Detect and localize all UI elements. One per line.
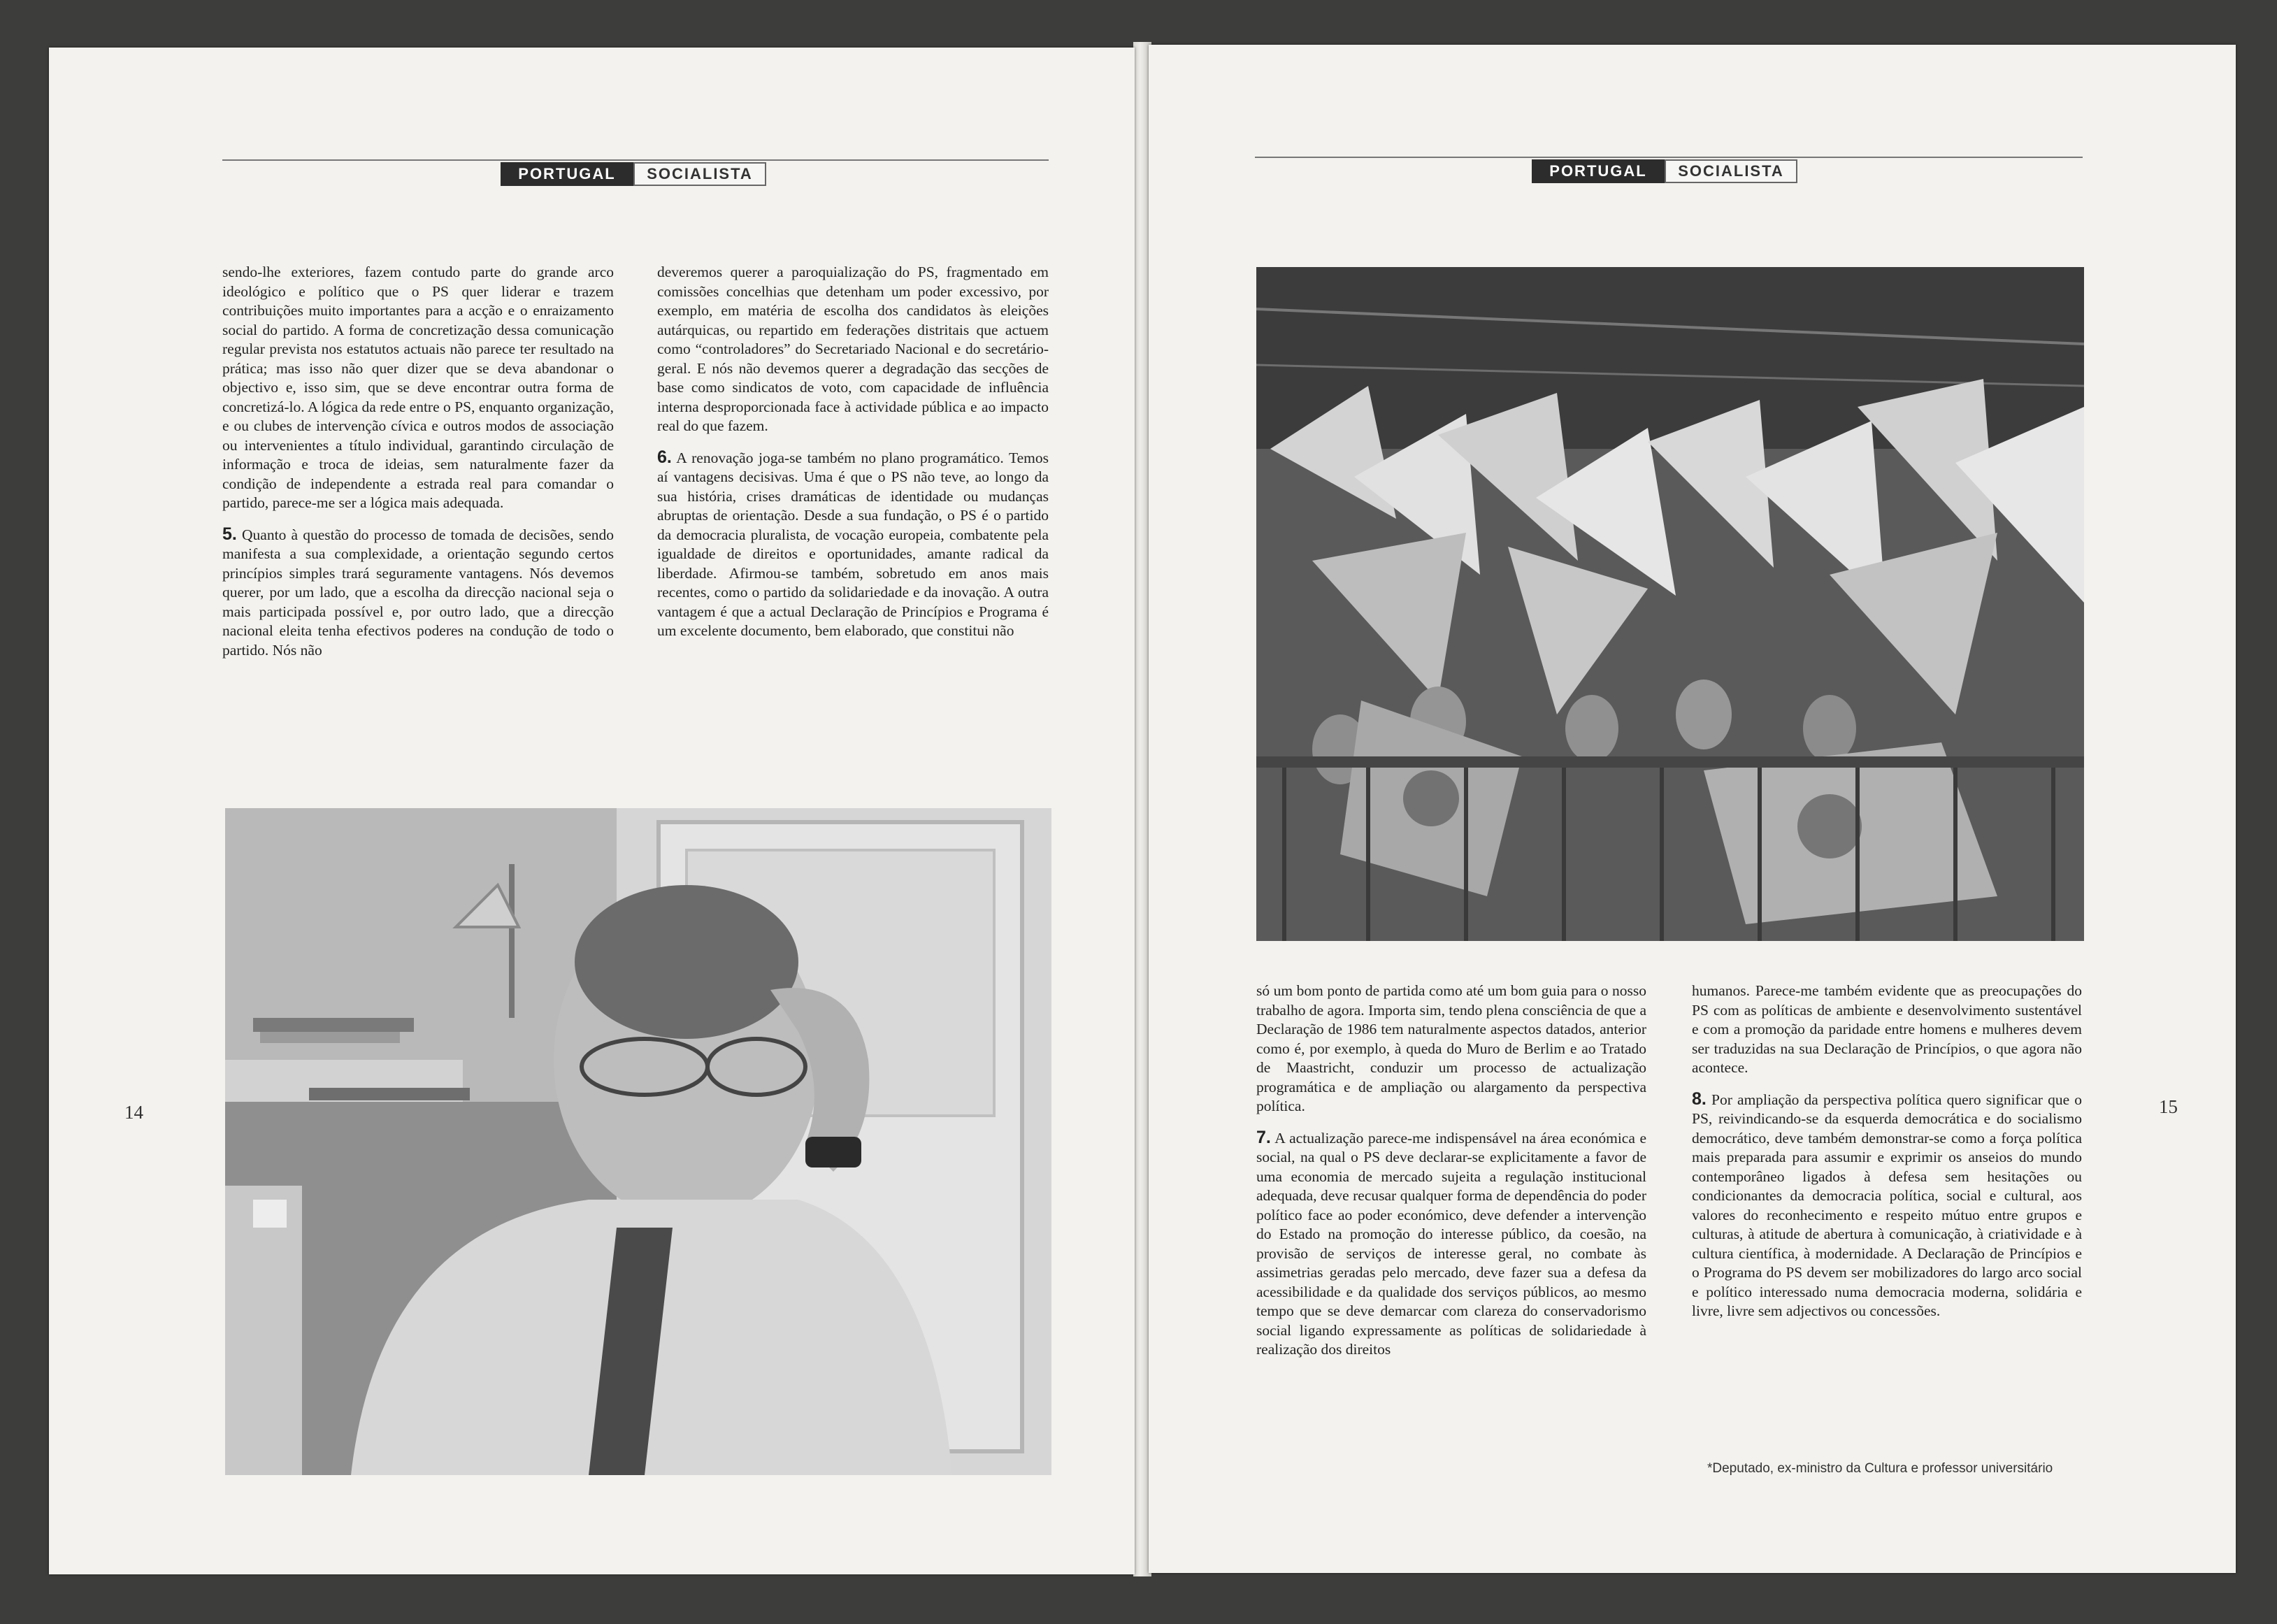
paragraph: sendo-lhe exteriores, fazem contudo parte do grande arco ideológico e político que o PS quer liderar e trazem contribuições muito importantes para a acção e o enraizamento social do partido. A forma de concretização dessa comunicação regular prevista nos estatutos actuais não parece ter resultado na prática; mas isso não quer dizer que se deva abandonar o objectivo e, isso sim, que se deve encontrar outra forma de concretizá-lo. A lógica da rede entre o PS, enquanto organização, e ou clubes de intervenção cívica e outros modos de associação ou intervenientes a título individual, garantindo circulação de informação e troca de ideias, sem naturalmente fazer da condição de independente a estrada real para comandar o partido, parece-me ser a lógica mais adequada. [222, 264, 614, 511]
paragraph-text: Quanto à questão do processo de tomada de decisões, sendo manifesta a sua complexidade, a orientação segundo certos princípios simples trará seguramente vantagens. Nós devemos querer, por um lado, que a escolha da direcção nacional seja o mais participada possível e, por outro lado, que a direcção nacional eleita tenha efectivos poderes na condução de todo o partido. Nós não [222, 526, 614, 659]
right-column-1 [1256, 982, 1646, 1372]
left-page [49, 48, 1135, 1574]
paragraph [1256, 1128, 1646, 1360]
author-footnote: *Deputado, ex-ministro da Cultura e professor universitário [1707, 1461, 2053, 1476]
paragraph: humanos. Parece-me também evidente que as preocupações do PS com as políticas de ambiente e desenvolvimento sustentável e com a promoção da paridade entre homens e mulheres devem ser traduzidas na sua Declaração de Princípios, o que agora não acontece. [1692, 982, 2082, 1076]
section-number: 7. [1256, 1127, 1271, 1147]
paragraph: deveremos querer a paroquialização do PS, fragmentado em comissões concelhias que detenham um poder excessivo, por exemplo, em matéria de escolha dos candidatos às eleições autárquicas, ou repartido em federações distritais que actuem como “controladores” do Secretariado Nacional e do secretário-geral. E nós não devemos querer a degradação das secções de base como sindicatos de voto, com capacidade de influência interna desproporcionada face à actividade pública e ao impacto real do que fazem. [657, 264, 1049, 434]
paragraph: só um bom ponto de partida como até um bom guia para o nosso trabalho de agora. Importa sim, tendo plena consciência de que a Declaração de 1986 tem naturalmente aspectos datados, anterior como é, por exemplo, à queda do Muro de Berlim e ao Tratado de Maastricht, conduzir um processo de actualização programática e de ampliação ou alargamento da perspectiva política. [1256, 982, 1646, 1114]
header-rule [1255, 157, 2083, 158]
section-number: 6. [657, 447, 672, 467]
paragraph [222, 525, 614, 661]
paragraph-text: Por ampliação da perspectiva política quero significar que o PS, reivindicando-se da esquerda democrática e do socialismo democrático, deve também demonstrar-se como a força política mais preparada para assumir e exprimir os anseios do mundo contemporâneo ligados à defesa sem hesitações ou condicionantes da democracia política, social e cultural, aos valores do reconhecimento e respeito mútuo entre grupos e culturas, à atitude de abertura à comunicação, à criatividade e à cultura científica, à modernidade. A Declaração de Princípios e o Programa do PS devem ser mobilizadores do largo arco social e político interessado numa democracia moderna, solidária e livre, livre sem adjectivos ou concessões. [1692, 1091, 2083, 1319]
section-number: 8. [1692, 1088, 1707, 1109]
page-number-left: 14 [124, 1102, 143, 1123]
paragraph-text: A actualização parece-me indispensável na área económica e social, na qual o PS deve declarar-se explicitamente a favor de uma economia de mercado sujeita a regulação institucional adequada, deve recusar qualquer forma de dependência do poder político face ao poder económico, deve defender a intervenção do Estado na promoção do interesse público, da coesão, na provisão de serviços de interesse geral, no combate às assimetrias geradas pelo mercado, deve fazer sua a defesa da acessibilidade e da qualidade dos serviços públicos, ao mesmo tempo que se deve demarcar com clareza do conservadorismo social ligando expressamente as políticas de solidariedade à realização dos direitos [1256, 1129, 1646, 1358]
masthead-socialista: SOCIALISTA [1665, 159, 1797, 183]
masthead [501, 162, 766, 186]
masthead [1532, 159, 1797, 183]
right-page [1149, 45, 2236, 1573]
masthead-portugal: PORTUGAL [1532, 159, 1665, 183]
paragraph [657, 448, 1049, 641]
rally-photo [1256, 267, 2084, 941]
right-column-2 [1692, 982, 2082, 1333]
header-rule [222, 159, 1049, 161]
masthead-socialista: SOCIALISTA [633, 162, 766, 186]
page-number-right: 15 [2159, 1096, 2178, 1117]
masthead-portugal: PORTUGAL [501, 162, 633, 186]
paragraph-text: A renovação joga-se também no plano programático. Temos aí vantagens decisivas. Uma é que o PS não teve, ao longo da sua história, crises dramáticas de identidade ou mudanças abruptas de orientação. Desde a sua fundação, o PS é o partido da democracia pluralista, de vocação europeia, combatente pela igualdade de direitos e oportunidades, amante radical da liberdade. Afirmou-se também, sobretudo em anos mais recentes, como o partido da solidariedade e da inovação. A outra vantagem é que a actual Declaração de Princípios e Programa é um excelente documento, bem elaborado, que constitui não [657, 449, 1049, 639]
paragraph [1692, 1090, 2082, 1321]
left-column-2 [657, 263, 1049, 653]
portrait-photo [225, 808, 1051, 1475]
section-number: 5. [222, 524, 237, 544]
left-column-1 [222, 263, 614, 672]
